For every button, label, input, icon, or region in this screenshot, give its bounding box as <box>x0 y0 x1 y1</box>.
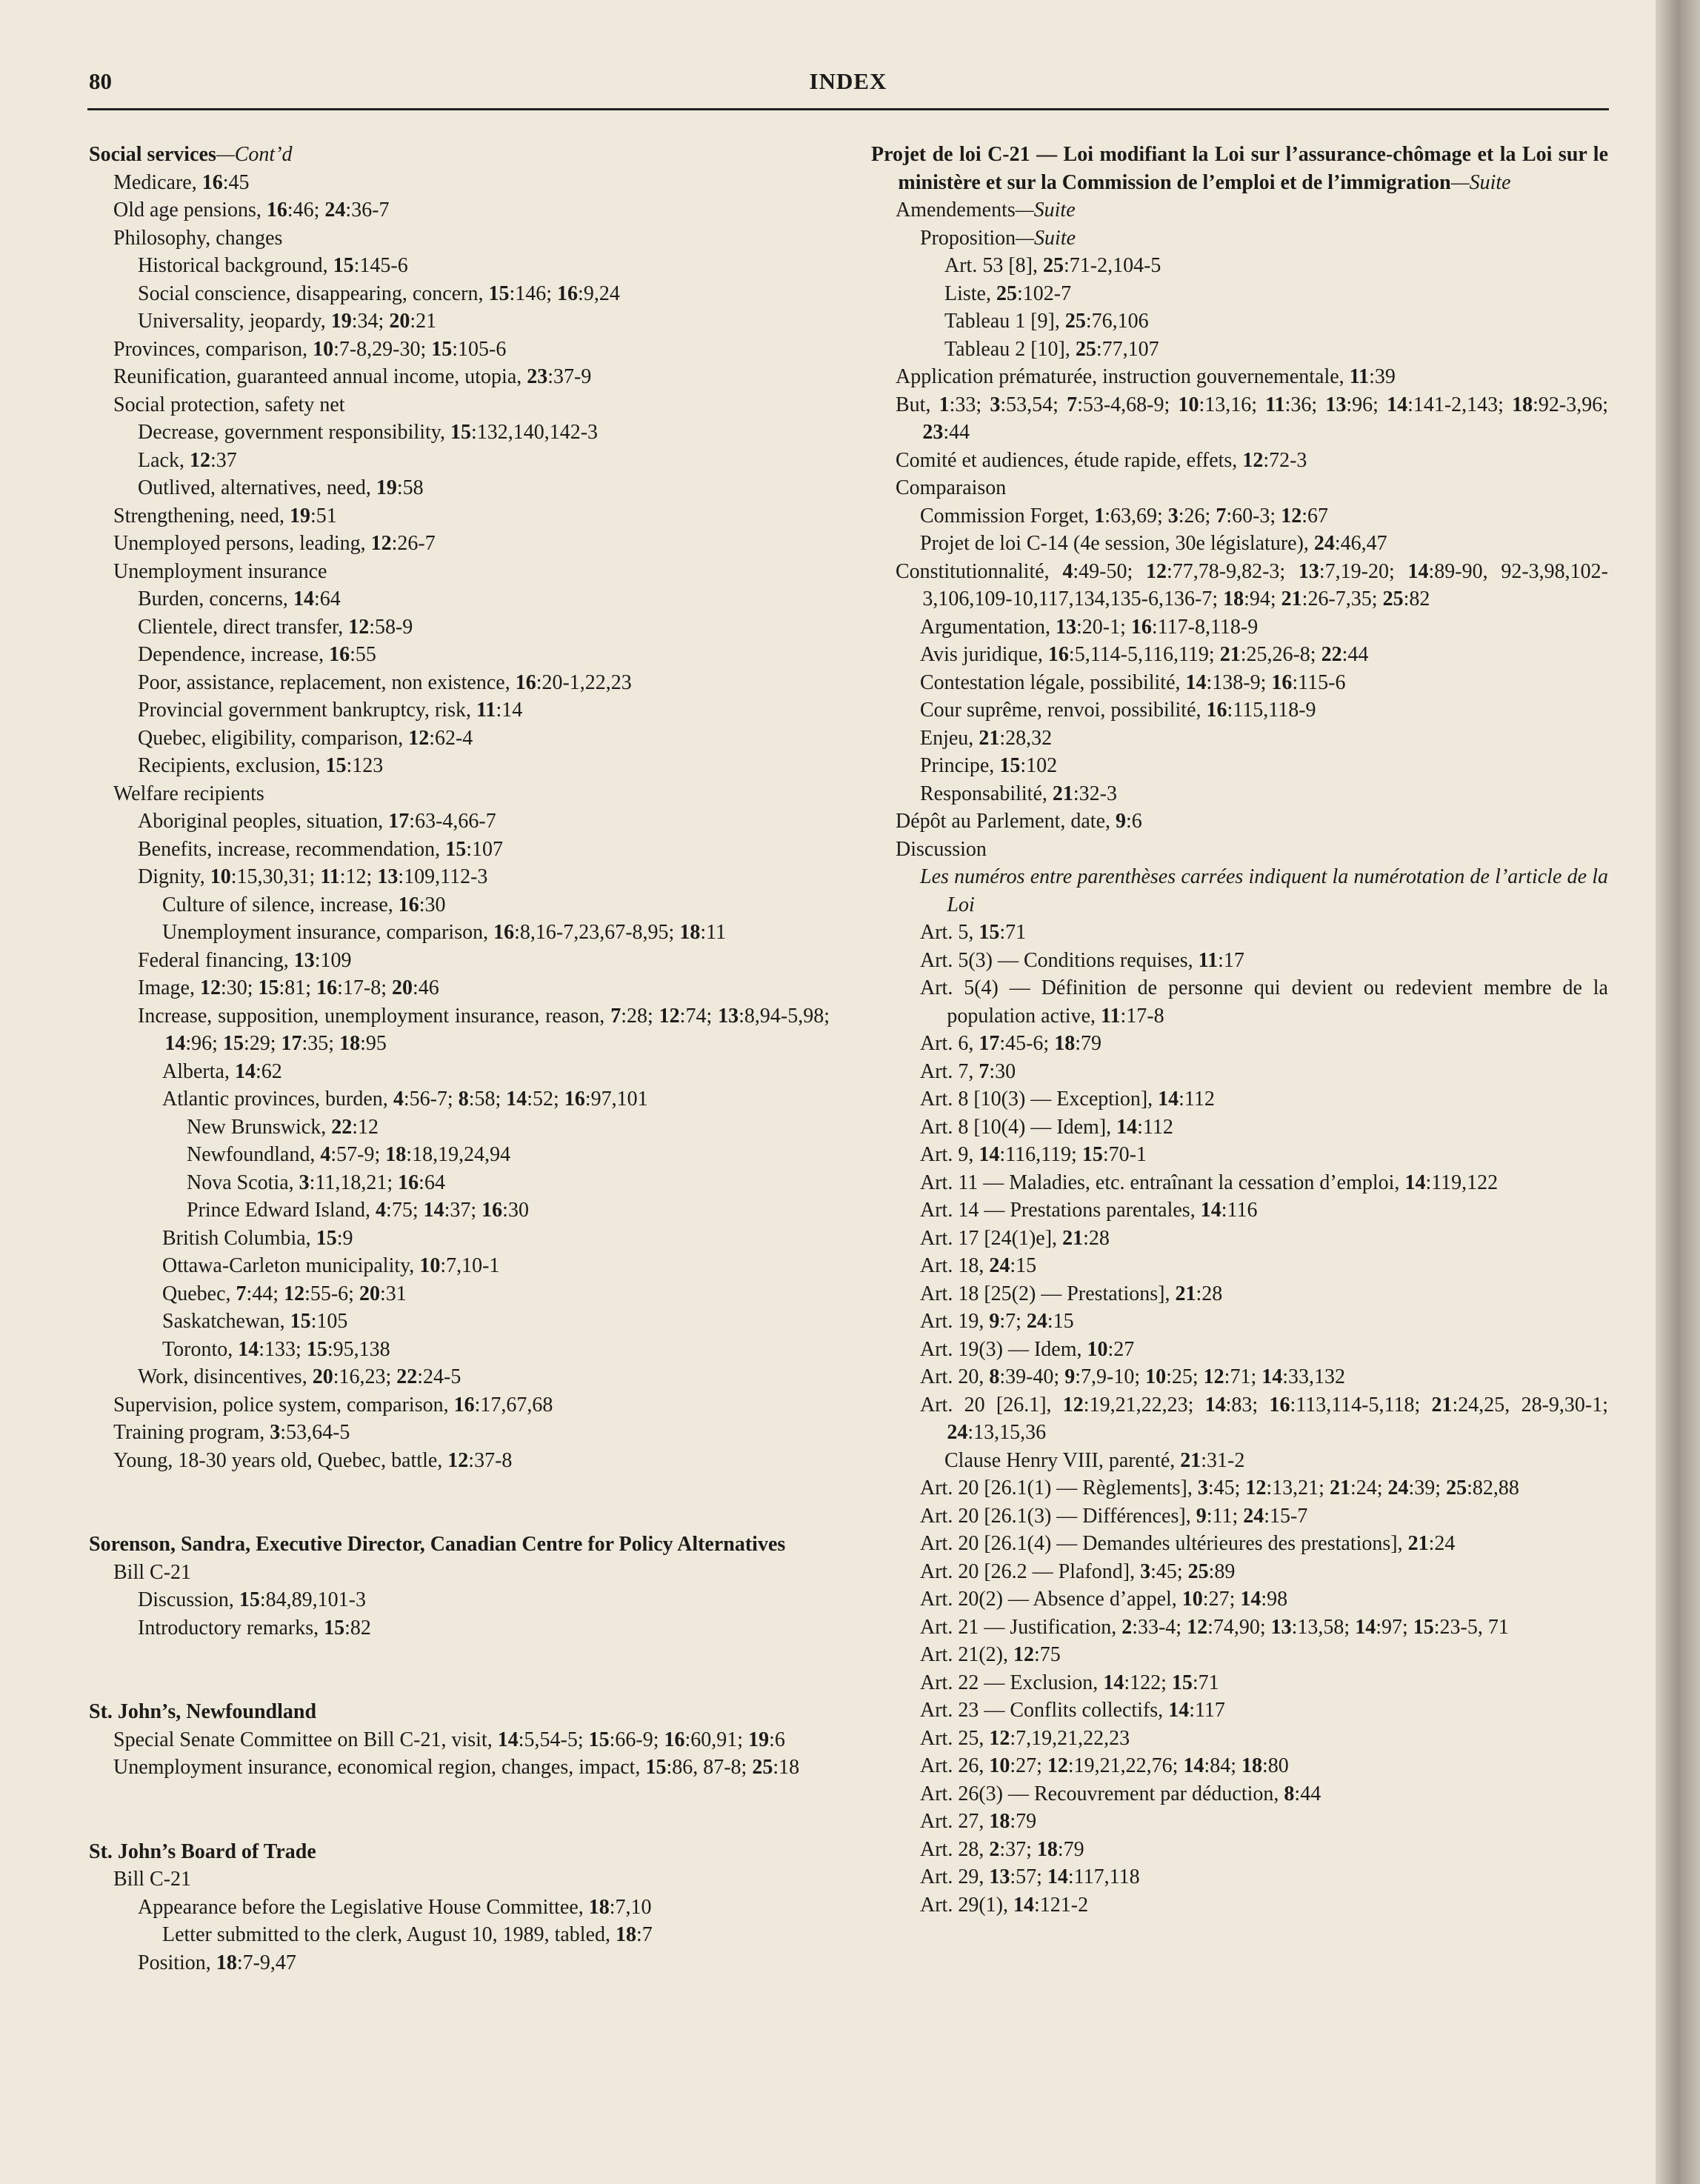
index-entry <box>920 613 1608 642</box>
index-entry <box>920 1863 1608 1891</box>
entry-text: Art. 17 [24(1)e], 21:28 <box>920 1226 1110 1250</box>
entry-text: Amendements <box>896 199 1016 222</box>
entry-text: Prince Edward Island, 4:75; 14:37; 16:30 <box>187 1199 529 1222</box>
index-entry <box>113 336 830 364</box>
index-entry <box>920 1752 1608 1780</box>
index-entry <box>920 1391 1608 1447</box>
entry-text: Cour suprême, renvoi, possibilité, 16:115,118-9 <box>920 699 1316 722</box>
entry-text: But, 1:33; 3:53,54; 7:53-4,68-9; 10:13,16; 11:36; 13:96; 14:141-2,143; 18:92-3,96; 23:44 <box>896 393 1608 444</box>
index-entry <box>138 974 830 1002</box>
index-entry <box>920 1502 1608 1531</box>
entry-text: Clientele, direct transfer, 12:58-9 <box>138 615 413 639</box>
entry-text: Dependence, increase, 16:55 <box>138 643 376 666</box>
entry-text: Provinces, comparison, 10:7-8,29-30; 15:105-6 <box>113 337 507 361</box>
index-entry <box>138 585 830 613</box>
index-entry <box>138 641 830 669</box>
entry-text: Art. 9, 14:116,119; 15:70-1 <box>920 1143 1147 1166</box>
index-entry <box>113 780 830 808</box>
index-entry <box>113 1419 830 1447</box>
index-entry <box>896 196 1608 224</box>
entry-text: Federal financing, 13:109 <box>138 948 352 972</box>
entry-text: Newfoundland, 4:57-9; 18:18,19,24,94 <box>187 1143 511 1166</box>
index-entry <box>944 252 1608 280</box>
index-heading <box>89 1838 830 1866</box>
entry-text: Avis juridique, 16:5,114-5,116,119; 21:25,26-8; 22:44 <box>920 643 1369 666</box>
entry-text: Social conscience, disappearing, concern, 15:146; 16:9,24 <box>138 282 620 305</box>
index-entry <box>920 1336 1608 1364</box>
index-entry <box>113 530 830 558</box>
index-entry <box>920 974 1608 1030</box>
entry-text: Supervision, police system, comparison, 16:17,67,68 <box>113 1393 553 1416</box>
index-entry <box>113 391 830 419</box>
entry-text: Saskatchewan, 15:105 <box>162 1310 348 1333</box>
index-entry <box>920 224 1608 253</box>
index-entry <box>162 1280 830 1308</box>
index-entry <box>138 669 830 697</box>
entry-text: Contestation légale, possibilité, 14:138-9; 16:115-6 <box>920 670 1346 694</box>
index-entry <box>896 474 1608 502</box>
entry-text: Bill C-21 <box>113 1560 192 1584</box>
index-entry <box>138 1949 830 1977</box>
entry-text: Art. 21(2), 12:75 <box>920 1643 1061 1666</box>
entry-text: Projet de loi C-21 — Loi modifiant la Loi sur l’assurance-chômage et la Loi sur le ministère et sur la Commission de l’emploi et de l’immigration <box>871 143 1608 194</box>
entry-text: Decrease, government responsibility, 15:132,140,142-3 <box>138 421 599 444</box>
entry-text: Sorenson, Sandra, Executive Director, Canadian Centre for Policy Alternatives <box>89 1533 786 1556</box>
index-entry <box>162 1085 830 1113</box>
index-entry <box>896 391 1608 447</box>
entry-text: Art. 6, 17:45-6; 18:79 <box>920 1032 1101 1055</box>
entry-text: Ottawa-Carleton municipality, 10:7,10-1 <box>162 1254 500 1277</box>
index-entry <box>113 224 830 253</box>
entry-text: Comité et audiences, étude rapide, effets, 12:72-3 <box>896 448 1307 472</box>
index-entry <box>920 1474 1608 1502</box>
entry-text: Art. 23 — Conflits collectifs, 14:117 <box>920 1699 1225 1722</box>
index-entry <box>138 808 830 836</box>
index-entry <box>944 1447 1608 1475</box>
page-header <box>89 68 1607 102</box>
index-entry <box>920 1614 1608 1642</box>
entry-text: Art. 8 [10(3) — Exception], 14:112 <box>920 1088 1215 1111</box>
index-entry <box>162 1336 830 1364</box>
entry-text: Art. 8 [10(4) — Idem], 14:112 <box>920 1115 1173 1139</box>
index-entry <box>920 1085 1608 1113</box>
index-entry <box>920 1141 1608 1169</box>
index-entry <box>920 1558 1608 1586</box>
entry-text: Clause Henry VIII, parenté, 21:31-2 <box>944 1448 1245 1472</box>
index-entry <box>162 1058 830 1086</box>
entry-text: Discussion, 15:84,89,101-3 <box>138 1588 367 1611</box>
entry-text: Atlantic provinces, burden, 4:56-7; 8:58; 14:52; 16:97,101 <box>162 1088 648 1111</box>
entry-text: Art. 19, 9:7; 24:15 <box>920 1310 1074 1333</box>
entry-text: Principe, 15:102 <box>920 754 1058 777</box>
entry-text: Commission Forget, 1:63,69; 3:26; 7:60-3; 12:67 <box>920 504 1328 527</box>
index-entry <box>113 1447 830 1475</box>
index-entry <box>162 891 830 919</box>
entry-text: Unemployed persons, leading, 12:26-7 <box>113 532 436 555</box>
entry-text: Tableau 1 [9], 25:76,106 <box>944 310 1149 333</box>
index-column-right <box>871 141 1608 1919</box>
index-entry <box>187 1196 830 1225</box>
entry-text: Art. 27, 18:79 <box>920 1810 1037 1833</box>
index-entry <box>920 1836 1608 1864</box>
entry-text: Art. 20, 8:39-40; 9:7,9-10; 10:25; 12:71; 14:33,132 <box>920 1365 1346 1388</box>
entry-text: Quebec, 7:44; 12:55-6; 20:31 <box>162 1282 407 1305</box>
index-entry <box>920 1669 1608 1697</box>
index-entry <box>920 1530 1608 1558</box>
index-entry <box>896 558 1608 613</box>
entry-text: Alberta, 14:62 <box>162 1059 282 1083</box>
index-entry <box>920 1252 1608 1280</box>
index-entry <box>896 363 1608 391</box>
entry-text: Constitutionnalité, 4:49-50; 12:77,78-9,82-3; 13:7,19-20; 14:89-90, 92-3,98,102-3,106,109-10,117,134,135-6,136-7; 18:94; 21:26-7,35; 25:82 <box>896 559 1608 610</box>
index-entry <box>138 947 830 975</box>
entry-text: Work, disincentives, 20:16,23; 22:24-5 <box>138 1365 461 1388</box>
header-rule <box>87 108 1609 110</box>
index-entry <box>138 280 830 308</box>
entry-text: Art. 53 [8], 25:71-2,104-5 <box>944 254 1161 277</box>
continued-suffix: —Suite <box>1015 199 1076 222</box>
entry-text: Image, 12:30; 15:81; 16:17-8; 20:46 <box>138 976 439 999</box>
index-entry <box>920 1196 1608 1225</box>
entry-text: Bill C-21 <box>113 1868 192 1891</box>
index-entry <box>920 1280 1608 1308</box>
entry-text: New Brunswick, 22:12 <box>187 1115 379 1139</box>
index-entry <box>113 1865 830 1894</box>
entry-text: Art. 20 [26.1(3) — Différences], 9:11; 24:15-7 <box>920 1504 1308 1528</box>
entry-text: Special Senate Committee on Bill C-21, visit, 14:5,54-5; 15:66-9; 16:60,91; 19:6 <box>113 1728 785 1751</box>
entry-text: St. John’s, Newfoundland <box>89 1700 317 1723</box>
index-entry <box>138 474 830 502</box>
index-heading <box>89 1531 830 1559</box>
index-entry <box>138 1586 830 1614</box>
index-entry <box>187 1113 830 1142</box>
index-entry <box>113 1391 830 1419</box>
entry-text: Art. 26(3) — Recouvrement par déduction, 8:44 <box>920 1782 1321 1805</box>
index-entry <box>138 1614 830 1642</box>
index-entry <box>113 196 830 224</box>
index-entry <box>113 502 830 530</box>
index-entry <box>138 613 830 642</box>
index-entry <box>896 447 1608 475</box>
entry-text: Unemployment insurance <box>113 559 327 583</box>
entry-text: Art. 28, 2:37; 18:79 <box>920 1837 1084 1861</box>
index-entry <box>113 1726 830 1754</box>
index-entry <box>920 752 1608 780</box>
entry-text: Young, 18-30 years old, Quebec, battle, 12:37-8 <box>113 1448 513 1472</box>
index-entry <box>920 1585 1608 1614</box>
index-entry <box>920 1225 1608 1253</box>
entry-text: Art. 20 [26.1(4) — Demandes ultérieures des prestations], 21:24 <box>920 1532 1456 1555</box>
entry-text: Art. 7, 7:30 <box>920 1059 1016 1083</box>
entry-text: Art. 18 [25(2) — Prestations], 21:28 <box>920 1282 1223 1305</box>
entry-text: Social services <box>89 143 216 166</box>
index-entry <box>138 1002 830 1058</box>
entry-text: Aboriginal peoples, situation, 17:63-4,66-7 <box>138 810 496 833</box>
entry-text: Art. 20(2) — Absence d’appel, 10:27; 14:98 <box>920 1588 1288 1611</box>
entry-text: Art. 26, 10:27; 12:19,21,22,76; 14:84; 18:80 <box>920 1754 1289 1777</box>
index-heading <box>89 141 830 169</box>
index-entry <box>944 336 1608 364</box>
entry-text: Art. 5, 15:71 <box>920 921 1027 944</box>
entry-text: Unemployment insurance, economical region, changes, impact, 15:86, 87-8; 25:18 <box>113 1756 800 1779</box>
index-entry <box>920 1030 1608 1058</box>
index-entry <box>896 808 1608 836</box>
entry-text: Tableau 2 [10], 25:77,107 <box>944 337 1159 361</box>
index-entry <box>920 1891 1608 1920</box>
index-entry <box>138 725 830 753</box>
index-entry <box>187 1141 830 1169</box>
entry-text: Art. 25, 12:7,19,21,22,23 <box>920 1726 1130 1750</box>
index-entry <box>113 169 830 197</box>
continued-suffix: —Suite <box>1016 226 1076 250</box>
index-entry <box>187 1169 830 1197</box>
entry-text: Art. 22 — Exclusion, 14:122; 15:71 <box>920 1671 1219 1694</box>
index-entry <box>920 641 1608 669</box>
entry-text: Letter submitted to the clerk, August 10, 1989, tabled, 18:7 <box>162 1923 653 1946</box>
index-entry <box>896 836 1608 864</box>
index-column-left <box>89 141 830 1977</box>
entry-text: Nova Scotia, 3:11,18,21; 16:64 <box>187 1171 445 1194</box>
entry-text: Proposition <box>920 226 1016 250</box>
index-entry <box>920 1697 1608 1725</box>
page-number: 80 <box>89 68 112 94</box>
entry-text: Toronto, 14:133; 15:95,138 <box>162 1337 390 1361</box>
index-entry <box>113 1559 830 1587</box>
entry-text: St. John’s Board of Trade <box>89 1840 316 1863</box>
entry-text: Position, 18:7-9,47 <box>138 1951 296 1974</box>
entry-text: Art. 19(3) — Idem, 10:27 <box>920 1337 1135 1361</box>
index-entry <box>113 363 830 391</box>
continued-suffix: —Cont’d <box>216 143 293 166</box>
entry-text: Application prématurée, instruction gouvernementale, 11:39 <box>896 365 1396 388</box>
index-entry <box>920 1169 1608 1197</box>
index-entry <box>162 1308 830 1336</box>
index-entry <box>162 1252 830 1280</box>
index-entry <box>944 280 1608 308</box>
entry-text: Art. 20 [26.1], 12:19,21,22,23; 14:83; 16:113,114-5,118; 21:24,25, 28-9,30-1; 24:13,15,36 <box>920 1393 1609 1444</box>
index-entry <box>162 919 830 947</box>
entry-text: Welfare recipients <box>113 782 264 805</box>
entry-text: Responsabilité, 21:32-3 <box>920 782 1117 805</box>
entry-text: Dignity, 10:15,30,31; 11:12; 13:109,112-3 <box>138 865 488 888</box>
index-entry <box>138 1894 830 1922</box>
index-entry <box>920 1725 1608 1753</box>
entry-text: Culture of silence, increase, 16:30 <box>162 893 446 916</box>
index-entry <box>920 725 1608 753</box>
index-entry <box>920 919 1608 947</box>
entry-text: Art. 20 [26.2 — Plafond], 3:45; 25:89 <box>920 1559 1236 1583</box>
index-entry <box>138 863 830 891</box>
entry-text: Poor, assistance, replacement, non existence, 16:20-1,22,23 <box>138 670 632 694</box>
entry-text: Discussion <box>896 837 987 861</box>
entry-text: Increase, supposition, unemployment insurance, reason, 7:28; 12:74; 13:8,94-5,98; 14:96; 15:29; 17:35; 18:95 <box>138 1004 830 1055</box>
index-entry <box>138 696 830 725</box>
entry-text: Social protection, safety net <box>113 393 345 416</box>
index-entry <box>920 1641 1608 1669</box>
page-edge-shadow <box>1656 0 1700 2184</box>
entry-text: Projet de loi C-14 (4e session, 30e législature), 24:46,47 <box>920 532 1387 555</box>
index-entry <box>920 1808 1608 1836</box>
index-entry <box>113 558 830 586</box>
continued-suffix: —Suite <box>1450 170 1511 194</box>
index-entry <box>920 696 1608 725</box>
index-entry <box>113 1754 830 1782</box>
running-head: INDEX <box>809 68 887 94</box>
entry-text: Philosophy, changes <box>113 226 283 250</box>
entry-text: Recipients, exclusion, 15:123 <box>138 754 384 777</box>
entry-text: Old age pensions, 16:46; 24:36-7 <box>113 199 390 222</box>
index-entry <box>138 752 830 780</box>
index-entry <box>920 1363 1608 1391</box>
entry-text: Outlived, alternatives, need, 19:58 <box>138 476 424 499</box>
entry-text: Universality, jeopardy, 19:34; 20:21 <box>138 310 437 333</box>
entry-text: Historical background, 15:145-6 <box>138 254 408 277</box>
entry-text: Comparaison <box>896 476 1007 499</box>
index-heading <box>871 141 1608 196</box>
entry-text: Unemployment insurance, comparison, 16:8,16-7,23,67-8,95; 18:11 <box>162 921 727 944</box>
index-entry <box>944 307 1608 336</box>
entry-text: Medicare, 16:45 <box>113 170 250 194</box>
index-entry <box>162 1225 830 1253</box>
index-entry <box>920 502 1608 530</box>
entry-text: British Columbia, 15:9 <box>162 1226 353 1250</box>
entry-text: Dépôt au Parlement, date, 9:6 <box>896 810 1142 833</box>
entry-text: Les numéros entre parenthèses carrées indiquent la numérotation de l’article de la Loi <box>920 865 1608 916</box>
entry-text: Enjeu, 21:28,32 <box>920 726 1053 750</box>
entry-text: Art. 29, 13:57; 14:117,118 <box>920 1865 1140 1888</box>
index-entry <box>920 1113 1608 1142</box>
index-entry <box>138 419 830 447</box>
entry-text: Art. 18, 24:15 <box>920 1254 1037 1277</box>
entry-text: Quebec, eligibility, comparison, 12:62-4 <box>138 726 473 750</box>
entry-text: Appearance before the Legislative House Committee, 18:7,10 <box>138 1895 652 1919</box>
index-entry <box>920 780 1608 808</box>
index-entry <box>920 530 1608 558</box>
index-heading <box>89 1698 830 1726</box>
index-entry <box>920 1780 1608 1808</box>
index-entry <box>162 1921 830 1949</box>
entry-text: Training program, 3:53,64-5 <box>113 1421 350 1444</box>
entry-text: Art. 29(1), 14:121-2 <box>920 1893 1089 1917</box>
index-entry <box>920 947 1608 975</box>
entry-text: Art. 21 — Justification, 2:33-4; 12:74,90; 13:13,58; 14:97; 15:23-5, 71 <box>920 1615 1509 1639</box>
index-entry <box>920 1308 1608 1336</box>
index-entry <box>138 1363 830 1391</box>
entry-text: Lack, 12:37 <box>138 448 237 472</box>
index-entry <box>138 307 830 336</box>
entry-text: Burden, concerns, 14:64 <box>138 587 341 610</box>
entry-text: Argumentation, 13:20-1; 16:117-8,118-9 <box>920 615 1259 639</box>
entry-text: Reunification, guaranteed annual income, utopia, 23:37-9 <box>113 365 592 388</box>
index-entry <box>920 669 1608 697</box>
entry-text: Provincial government bankruptcy, risk, 11:14 <box>138 699 523 722</box>
entry-text: Strengthening, need, 19:51 <box>113 504 337 527</box>
entry-text: Liste, 25:102-7 <box>944 282 1072 305</box>
entry-text: Art. 11 — Maladies, etc. entraînant la cessation d’emploi, 14:119,122 <box>920 1171 1499 1194</box>
index-entry <box>920 863 1608 919</box>
index-entry <box>138 447 830 475</box>
entry-text: Art. 5(3) — Conditions requises, 11:17 <box>920 948 1244 972</box>
index-entry <box>138 836 830 864</box>
entry-text: Art. 20 [26.1(1) — Règlements], 3:45; 12:13,21; 21:24; 24:39; 25:82,88 <box>920 1476 1519 1499</box>
index-entry <box>920 1058 1608 1086</box>
entry-text: Benefits, increase, recommendation, 15:107 <box>138 837 503 861</box>
entry-text: Introductory remarks, 15:82 <box>138 1616 371 1639</box>
entry-text: Art. 14 — Prestations parentales, 14:116 <box>920 1199 1258 1222</box>
index-entry <box>138 252 830 280</box>
entry-text: Art. 5(4) — Définition de personne qui devient ou redevient membre de la population active, 11:17-8 <box>920 976 1608 1028</box>
